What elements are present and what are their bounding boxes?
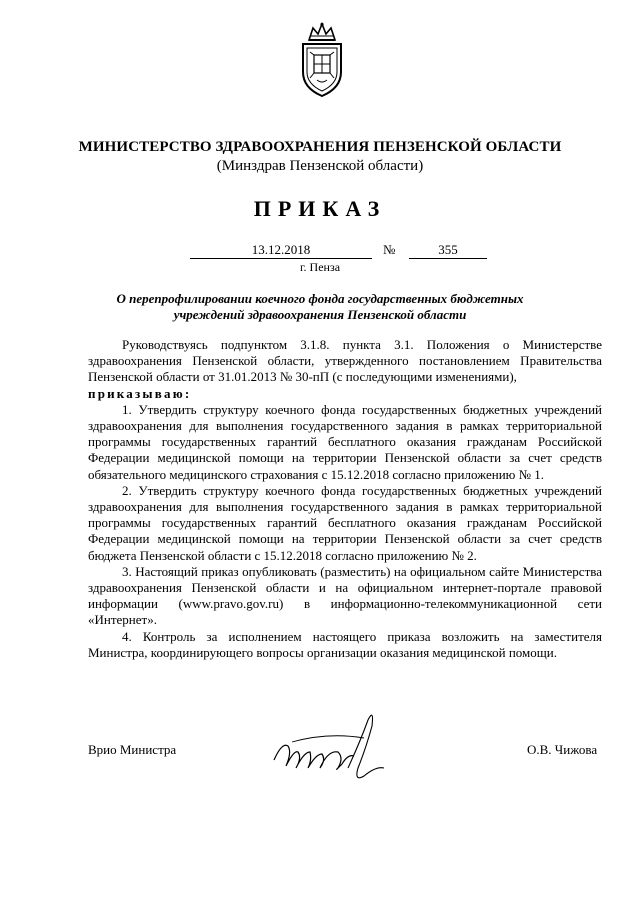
order-body	[88, 337, 602, 661]
order-word: приказываю:	[88, 385, 192, 401]
number-sign: №	[383, 242, 396, 257]
order-date: 13.12.2018	[190, 242, 372, 259]
handwritten-signature	[268, 702, 388, 792]
item-2-paragraph: 2. Утвердить структуру коечного фонда государственных бюджетных учреждений здравоохранения для выполнения государственного задания в рамках территориальной программы государственных гарантий бесплатного оказания гражданам Российской Федерации медицинской помощи на территории Пензенской области за счет средств бюджета Пензенской области с 15.12.2018 согласно приложению № 2.	[88, 482, 602, 563]
signatory-title: Врио Министра	[88, 742, 177, 757]
item-3-paragraph: 3. Настоящий приказ опубликовать (разместить) на официальном сайте Министерства здравоохранения Пензенской области и на официальном интернет-портале правовой информации (www.pravo.gov.ru) в информационно-телекоммуникационной сети «Интернет».	[88, 563, 602, 628]
preamble-paragraph: Руководствуясь подпунктом 3.1.8. пункта 3.1. Положения о Министерстве здравоохранения Пензенской области, утвержденного постановлением Правительства Пензенской области от 31.01.2013 № 30-пП (с последующими изменениями),	[88, 337, 602, 385]
item-1-paragraph: 1. Утвердить структуру коечного фонда государственных бюджетных учреждений здравоохранения для выполнения государственного задания в рамках территориальной программы государственных гарантий бесплатного оказания гражданам Российской Федерации медицинской помощи на территории Пензенской области за счет средств обязательного медицинского страхования с 15.12.2018 согласно приложению № 1.	[88, 401, 602, 482]
signatory-name: О.В. Чижова	[527, 742, 598, 757]
ministry-short-name: (Минздрав Пензенской области)	[216, 158, 424, 174]
coat-of-arms-icon	[297, 22, 347, 98]
order-subject: О перепрофилировании коечного фонда государственных бюджетных учреждений здравоохранения Пензенской области	[116, 291, 524, 322]
ministry-name: МИНИСТЕРСТВО ЗДРАВООХРАНЕНИЯ ПЕНЗЕНСКОЙ ОБЛАСТИ	[78, 139, 562, 155]
order-number: 355	[409, 242, 487, 259]
order-city: г. Пенза	[299, 260, 341, 274]
item-4-paragraph: 4. Контроль за исполнением настоящего приказа возложить на заместителя Министра, координирующего вопросы организации оказания медицинской помощи.	[88, 628, 602, 660]
document-type-title: ПРИКАЗ	[253, 196, 387, 221]
